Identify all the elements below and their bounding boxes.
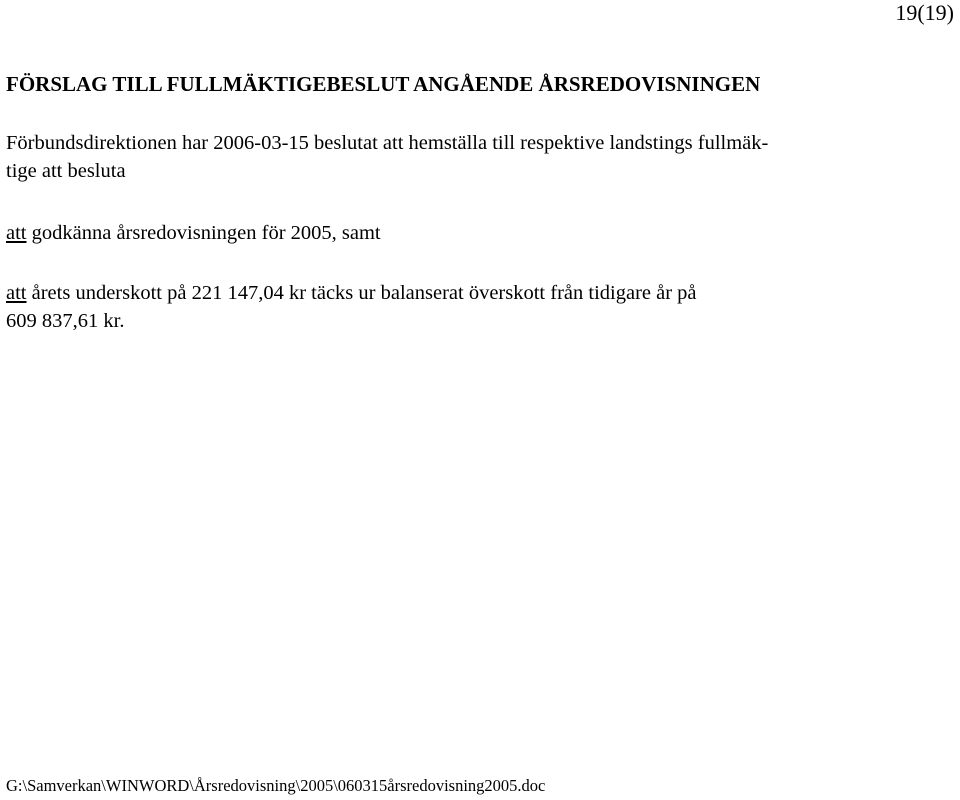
page-number: 19(19): [895, 0, 954, 25]
decision-item-1-text: godkänna årsredovisningen för 2005, samt: [26, 222, 381, 244]
decision-item-2-line-1: [6, 279, 697, 307]
document-heading: FÖRSLAG TILL FULLMÄKTIGEBESLUT ANGÅENDE ÅRSREDOVISNINGEN: [6, 72, 761, 96]
intro-paragraph-line-1: Förbundsdirektionen har 2006-03-15 beslutat att hemställa till respektive landstings fullmäk-: [6, 132, 769, 154]
decision-item-1: [6, 219, 381, 247]
intro-paragraph-line-2: tige att besluta: [6, 160, 126, 182]
decision-item-1-keyword: att: [6, 222, 27, 244]
footer-file-path: G:\Samverkan\WINWORD\Årsredovisning\2005\060315årsredovisning2005.doc: [6, 776, 546, 795]
decision-item-1-line: [6, 219, 381, 247]
decision-item-2-line-2: 609 837,61 kr.: [6, 310, 125, 332]
decision-item-2-keyword: att: [6, 282, 27, 304]
intro-paragraph: [6, 129, 768, 185]
decision-item-2-text: årets underskott på 221 147,04 kr täcks ur balanserat överskott från tidigare år på: [26, 282, 697, 304]
decision-item-2: [6, 279, 697, 335]
